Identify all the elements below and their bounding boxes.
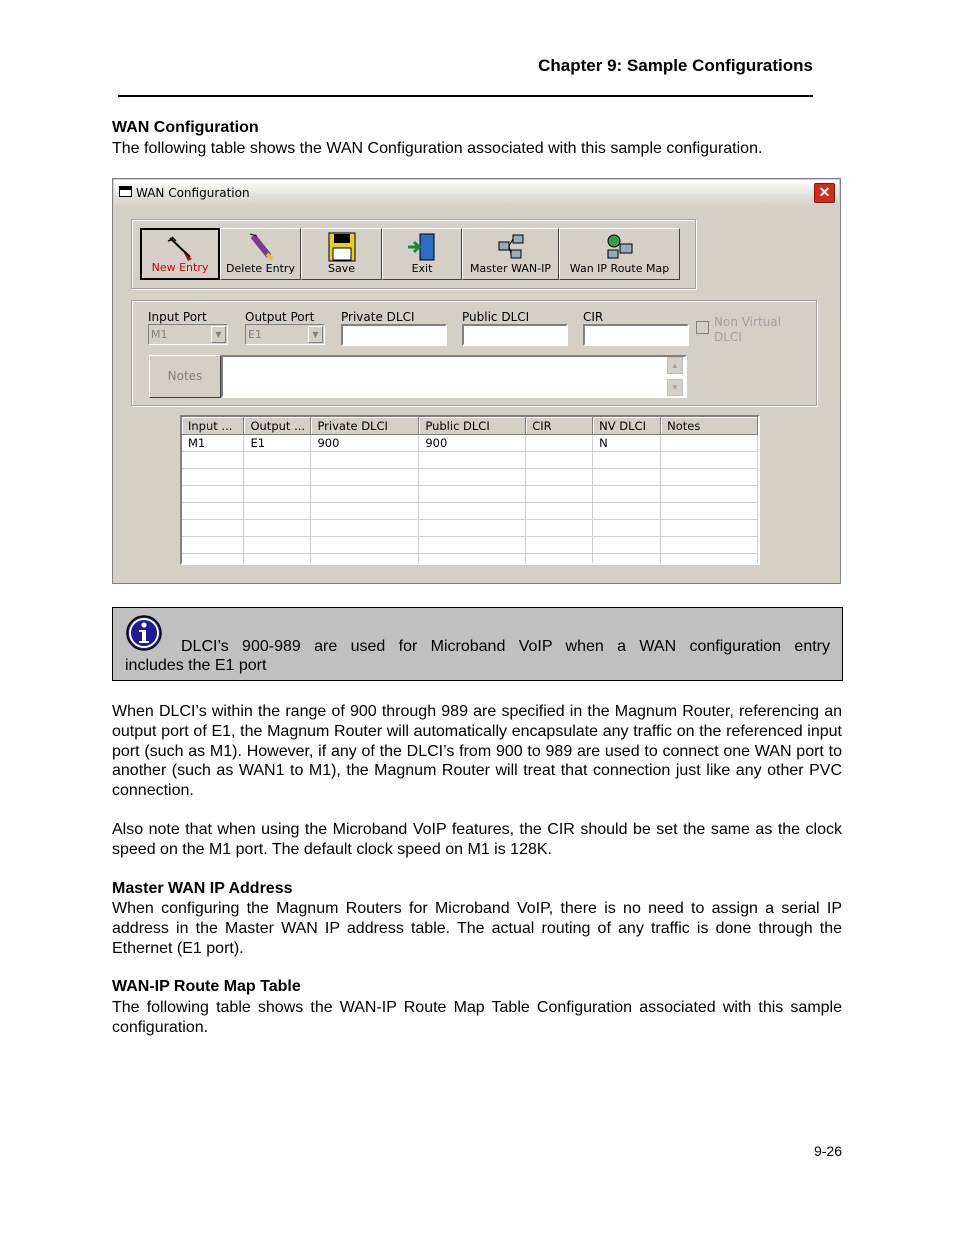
column-header[interactable]: Notes [661,417,758,435]
public-dlci-input[interactable] [462,324,568,346]
input-port-value: M1 [151,328,168,341]
wan-ip-route-map-button[interactable] [559,228,680,280]
route-map-icon [604,232,636,262]
window-titlebar [114,180,839,206]
exit-button[interactable] [382,228,462,280]
table-row [182,537,758,554]
cell-public-dlci: 900 [419,435,526,452]
window-icon [119,186,132,197]
column-header[interactable]: Public DLCI [419,417,526,435]
scroll-down-icon[interactable]: ▼ [667,379,683,396]
cell-private-dlci: 900 [311,435,419,452]
info-text-line1: DLCI’s 900-989 are used for Microband VoIP when a WAN configuration entry [181,638,830,655]
non-virtual-dlci-checkbox[interactable] [696,321,709,334]
table-row [182,486,758,503]
table-row [182,554,758,566]
wan-ip-route-map-label: Wan IP Route Map [569,262,670,275]
master-wan-ip-paragraph: When configuring the Magnum Routers for Microband VoIP, there is no need to assign a serial IP address in the Master WAN IP address table. The actual routing of any traffic is done through the Ethernet (E1 port). [112,900,842,957]
cir-note-paragraph: Also note that when using the Microband VoIP features, the CIR should be set the same as the clock speed on the M1 port. The default clock speed on M1 is 128K. [112,821,842,858]
output-port-label: Output Port [245,310,315,324]
non-virtual-label-line1: Non Virtual [714,315,781,329]
output-port-select[interactable] [245,324,325,345]
public-dlci-label: Public DLCI [462,310,530,324]
chevron-down-icon: ▼ [211,326,226,343]
notes-button[interactable]: Notes [149,355,221,398]
delete-entry-icon [245,232,277,262]
non-virtual-label-line2: DLCI [714,330,742,344]
wan-config-heading: WAN Configuration [112,119,259,136]
table-row[interactable] [182,435,758,452]
delete-entry-button[interactable] [220,228,301,280]
header-rule [118,95,813,97]
input-port-select[interactable] [148,324,228,345]
info-text-line2: includes the E1 port [125,657,267,674]
cell-notes [661,435,758,452]
scroll-up-icon[interactable]: ▲ [667,357,683,374]
master-wan-ip-label: Master WAN-IP [470,262,551,275]
chevron-down-icon: ▼ [308,326,323,343]
chapter-title: Chapter 9: Sample Configurations [538,56,813,75]
wan-config-grid [180,415,760,565]
notes-textarea[interactable] [221,355,687,398]
exit-door-icon [406,232,438,262]
cir-label: CIR [583,310,604,324]
cell-input-port: M1 [182,435,244,452]
column-header[interactable]: NV DLCI [593,417,661,435]
dlci-range-paragraph: When DLCI’s within the range of 900 through 989 are specified in the Magnum Router, referencing an output port of E1, the Magnum Router will automatically encapsulate any traffic on the referenced input port (such as M1). However, if any of the DLCI’s from 900 to 989 are used to connect one WAN port to another (such as WAN1 to M1), the Magnum Router will treat that connection just like any other PVC connection. [112,703,842,800]
column-header[interactable]: Output ... [244,417,311,435]
toolbar [131,219,696,289]
wan-configuration-window [112,178,841,584]
save-label: Save [327,262,355,275]
private-dlci-label: Private DLCI [341,310,415,324]
delete-entry-label: Delete Entry [226,262,295,275]
output-port-value: E1 [248,328,262,341]
grid-table [182,417,758,565]
non-virtual-dlci-label [714,315,781,345]
master-wan-ip-button[interactable] [462,228,559,280]
cell-nv-dlci: N [593,435,661,452]
route-map-paragraph: The following table shows the WAN-IP Route Map Table Configuration associated with this sample configuration. [112,999,842,1036]
cell-cir [526,435,593,452]
new-entry-label: New Entry [151,261,209,274]
column-header[interactable]: CIR [526,417,593,435]
table-row [182,469,758,486]
column-header[interactable]: Input ... [182,417,244,435]
page-number: 9-26 [813,1143,842,1159]
new-entry-button[interactable] [140,228,220,280]
close-icon: ✕ [818,184,831,200]
close-button[interactable] [814,183,835,203]
wan-config-intro: The following table shows the WAN Configuration associated with this sample configuration. [112,140,763,157]
info-callout [112,607,843,681]
cir-input[interactable] [583,324,689,346]
save-icon [326,232,358,262]
cell-output-port: E1 [244,435,311,452]
column-header[interactable]: Private DLCI [311,417,419,435]
table-row [182,520,758,537]
save-button[interactable] [301,228,382,280]
private-dlci-input[interactable] [341,324,447,346]
network-computers-icon [495,232,527,262]
master-wan-ip-heading: Master WAN IP Address [112,880,293,897]
grid-header-row [182,417,758,435]
window-title: WAN Configuration [136,186,250,200]
input-port-label: Input Port [148,310,207,324]
table-row [182,452,758,469]
new-entry-icon [164,233,196,263]
exit-label: Exit [411,262,433,275]
route-map-heading: WAN-IP Route Map Table [112,978,301,995]
entry-fields-panel [131,300,817,406]
table-row [182,503,758,520]
